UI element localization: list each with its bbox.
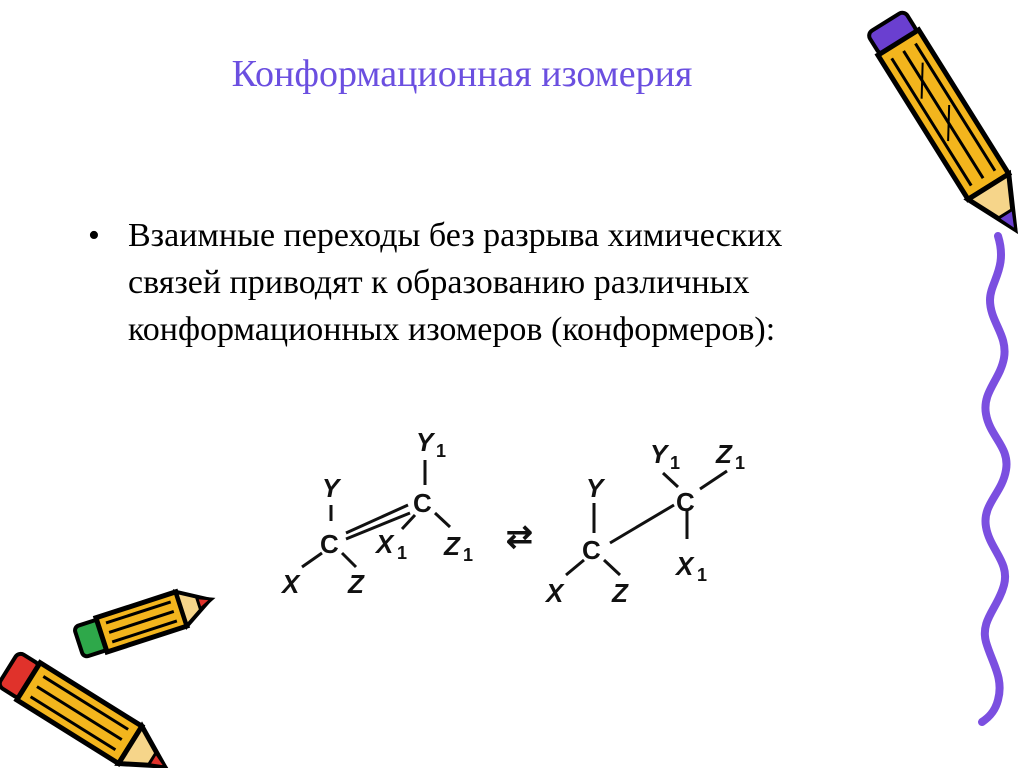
- atom-label: Z: [716, 439, 732, 469]
- pencil-icon-bottom-left-1: [0, 650, 178, 768]
- equilibrium-arrows-icon: ⇄: [506, 518, 533, 554]
- atom-subscript: 1: [670, 453, 681, 473]
- bullet-line: конформационных изомеров (конформеров):: [128, 311, 776, 348]
- atom-subscript: 1: [697, 565, 708, 585]
- atom-label: Y: [650, 439, 668, 469]
- bullet-line: Взаимные переходы без разрыва химических: [128, 217, 783, 254]
- bullet-text: [128, 212, 782, 353]
- atom-label: C: [413, 488, 432, 518]
- bullet-dot-icon: •: [88, 217, 100, 254]
- pencil-icon-top-right: [865, 9, 1024, 243]
- atom-label: X: [376, 529, 394, 559]
- atom-subscript: 1: [436, 441, 447, 461]
- bullet-line: связей приводят к образованию различных: [128, 264, 750, 301]
- slide-title: Конформационная изомерия: [231, 53, 693, 95]
- atom-label: C: [582, 535, 601, 565]
- atom-label: X: [546, 578, 564, 608]
- atom-subscript: 1: [463, 545, 474, 565]
- atom-subscript: 1: [735, 453, 746, 473]
- atom-label: X: [282, 569, 300, 599]
- atom-label: X: [676, 551, 694, 581]
- bullet-item: [88, 212, 888, 353]
- left-conformer: [280, 427, 473, 599]
- atom-subscript: 1: [397, 543, 408, 563]
- atom-label: Z: [348, 569, 364, 599]
- atom-label: C: [676, 487, 695, 517]
- atom-label: C: [320, 529, 339, 559]
- pencil-icon-bottom-left-2: [73, 582, 217, 660]
- atom-label: Z: [444, 531, 460, 561]
- atom-label: Y: [322, 473, 340, 503]
- atom-label: Y: [416, 427, 434, 457]
- conformer-diagram: [270, 405, 770, 615]
- wave-border-icon: [982, 236, 1007, 722]
- atom-label: Z: [612, 578, 628, 608]
- atom-label: Y: [586, 473, 604, 503]
